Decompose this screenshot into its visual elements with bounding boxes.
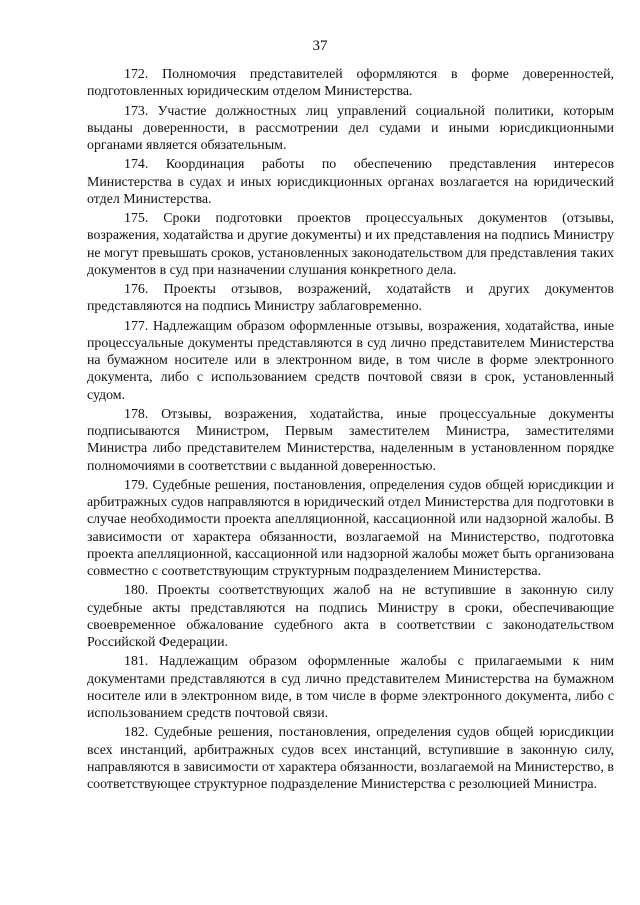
paragraph-176: 176. Проекты отзывов, возражений, ходатайств и других документов представляются на подпись Министру заблаговременно. (87, 282, 614, 315)
paragraph-179: 179. Судебные решения, постановления, определения судов общей юрисдикции и арбитражных судов направляются в юридический отдел Министерства для подготовки в случае необходимости проекта апелляционной, кассационной или надзорной жалобы. В зависимости от характера обязанности, возлагаемой на Министерство, подготовка проекта апелляционной, кассационной или надзорной жалобы может быть организована совместно с соответствующим структурным подразделением Министерства. (87, 477, 614, 579)
paragraph-175: 175. Сроки подготовки проектов процессуальных документов (отзывы, возражения, ходатайства и другие документы) и их представления на подпись Министру не могут превышать сроков, установленных законодательством для представления таких документов в суд при назначении слушания конкретного дела. (87, 211, 614, 278)
paragraph-178: 178. Отзывы, возражения, ходатайства, иные процессуальные документы подписываются Министром, Первым заместителем Министра, заместителями Министра либо представителем Министерства, наделенным в установленном порядке полномочиями в соответствии с выданной доверенностью. (87, 406, 614, 474)
paragraph-172: 172. Полномочия представителей оформляются в форме доверенностей, подготовленных юридическим отделом Министерства. (87, 67, 614, 100)
paragraph-174: 174. Координация работы по обеспечению представления интересов Министерства в судах и иных юрисдикционных органах возлагается на юридический отдел Министерства. (87, 157, 614, 207)
page-number: 37 (312, 38, 328, 54)
paragraph-180: 180. Проекты соответствующих жалоб на не вступившие в законную силу судебные акты представляются на подпись Министру в сроки, обеспечивающие своевременное обжалование судебного акта в соответствии с законодательством Российской Федерации. (87, 583, 614, 650)
paragraph-177: 177. Надлежащим образом оформленные отзывы, возражения, ходатайства, иные процессуальные документы представляются в суд лично представителем Министерства на бумажном носителе или в электронном виде, в том числе в форме электронного документа, либо с использованием средств почтовой связи в срок, установленный судом. (87, 318, 614, 403)
paragraph-181: 181. Надлежащим образом оформленные жалобы с прилагаемыми к ним документами представляются в суд лично представителем Министерства на бумажном носителе или в электронном виде, в том числе в форме электронного документа, либо с использованием средств почтовой связи. (87, 654, 614, 721)
paragraph-182: 182. Судебные решения, постановления, определения судов общей юрисдикции всех инстанций, арбитражных судов всех инстанций, вступившие в законную силу, направляются в зависимости от характера обязанности, возлагаемой на Министерство, в соответствующее структурное подразделение Министерства с резолюцией Министра. (87, 725, 614, 792)
document-body (87, 66, 614, 795)
paragraph-173: 173. Участие должностных лиц управлений социальной политики, которым выданы доверенности, в рассмотрении дел судами и иными юрисдикционными органами является обязательным. (87, 103, 614, 153)
